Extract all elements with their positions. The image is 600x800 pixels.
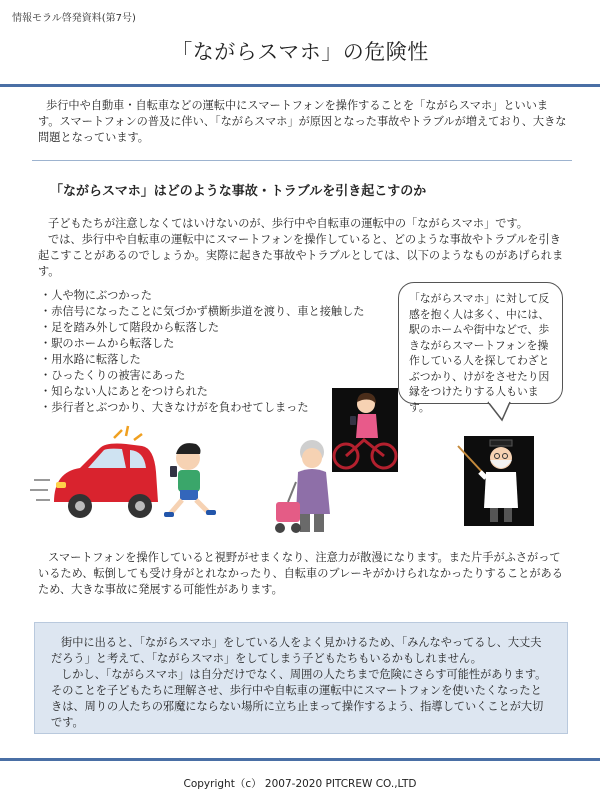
footer-divider [0,758,600,761]
list-item: ・歩行者とぶつかり、大きなけがを負わせてしまった [40,401,309,414]
section-divider [32,160,572,161]
copyright-text: Copyright（c） 2007-2020 PITCREW CO.,LTD [183,778,417,790]
elderly-woman-icon [275,440,330,533]
motion-lines [30,480,50,500]
cyclist-illustration [332,388,398,472]
child-with-phone-icon [164,443,216,517]
note-paragraph: しかし、「ながらスマホ」は自分だけでなく、周囲の人たちまで危険にさらす可能性があります。そのことを子どもたちに理解させ、歩行中や自転車の運転中にスマートフォンを使いたくなったときは、周りの人たちの邪魔にならない場所に立ち止まって操作するよう、指導していくことが大切です。 [51,668,547,729]
speech-bubble-tail [488,402,518,422]
teacher-note-box [34,622,568,734]
red-car-icon [54,444,158,519]
car-accident-illustration [30,432,230,532]
list-item: ・足を踏み外して階段から転落した [40,321,220,334]
list-item: ・知らない人にあとをつけられた [40,385,208,398]
intro-paragraph: 歩行中や自動車・自転車などの運転中にスマートフォンを操作することを「ながらスマホ」といいます。スマートフォンの普及に伴い、「ながらスマホ」が原因となった事故やトラブルが増えており、大きな問題となっています。 [38,99,567,144]
list-item: ・用水路に転落した [40,353,141,366]
header-divider [0,84,600,87]
professor-illustration [458,436,534,526]
note-paragraph: 街中に出ると、「ながらスマホ」をしている人をよく見かけるため、「みんなやってるし、大丈夫だろう」と考えて、「ながらスマホ」をしてしまう子どもたちもいるかもしれません。 [51,636,542,665]
list-item: ・駅のホームから転落した [40,337,175,350]
consequence-paragraph: スマートフォンを操作していると視野がせまくなり、注意力が散漫になります。また片手がふさがっているため、転倒しても受け身がとれなかったり、自転車のブレーキがかけられなかったりすることがあるため、大きな事故に発展する可能性があります。 [38,551,563,596]
page-title: 「ながらスマホ」の危険性 [171,40,429,64]
incident-list [40,288,364,416]
section-body [38,216,568,280]
surprise-mark [114,426,142,440]
list-item: ・赤信号になったことに気づかず横断歩道を渡り、車と接触した [40,305,365,318]
list-item: ・ひったくりの被害にあった [40,369,186,382]
section-paragraph: 子どもたちが注意しなくてはいけないのが、歩行中や自転車の運転中の「ながらスマホ」です。 [48,217,528,230]
section-heading: 「ながらスマホ」はどのような事故・トラブルを引き起こすのか [50,184,427,199]
list-item: ・人や物にぶつかった [40,289,152,302]
document-label: 情報モラル啓発資料(第7号) [12,13,136,24]
speech-bubble: 「ながらスマホ」に対して反感を抱く人は多く、中には、駅のホームや街中などで、歩きながらスマートフォンを操作している人を探してわざとぶつかり、けがをさせたり因縁をつけたりする人もいます。 [398,282,563,404]
section-paragraph: では、歩行中や自転車の運転中にスマートフォンを操作していると、どのような事故やトラブルを引き起こすことがあるのでしょうか。実際に起きた事故やトラブルとしては、以下のようなものがあげられます。 [38,233,564,278]
